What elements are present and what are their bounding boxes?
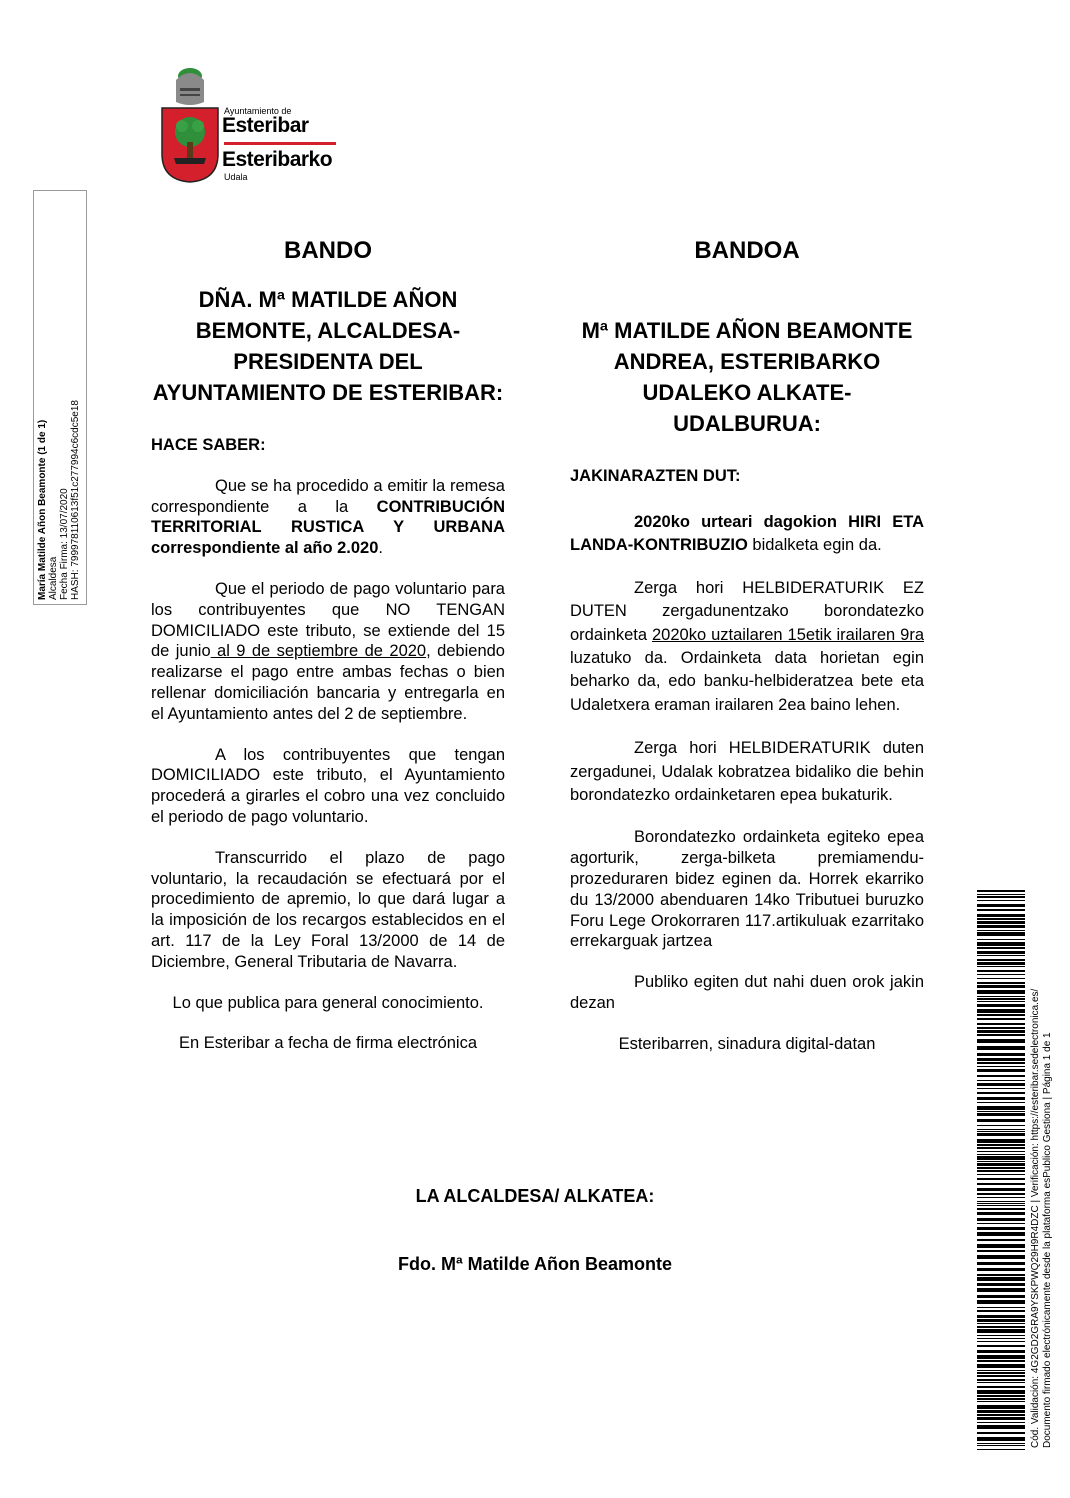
- barcode-bar: [977, 939, 1025, 940]
- barcode-bar: [977, 1443, 1025, 1444]
- barcode-bar: [977, 1386, 1025, 1388]
- barcode-bar: [977, 947, 1025, 949]
- barcode-bar: [977, 1147, 1025, 1149]
- barcode-bar: [977, 1208, 1025, 1210]
- barcode-bar: [977, 1154, 1025, 1155]
- verification-line-2: Documento firmado electrónicamente desde la plataforma esPublico Gestiona | Página 1 de 1: [1042, 1032, 1053, 1448]
- right-paragraph-2: Zerga hori HELBIDERATURIK EZ DUTEN zergadunentzako borondatezko ordainketa 2020ko uztailaren 15etik irailaren 9ra luzatuko da. Ordainketa data horietan egin beharko da, edo banku-helbideratzea bete eta Udaletxera eraman irailaren 2ea baino lehen.: [570, 578, 924, 714]
- barcode-bar: [977, 1080, 1025, 1081]
- barcode-bar: [977, 1062, 1025, 1064]
- barcode-bar: [977, 1326, 1025, 1328]
- barcode-bar: [977, 909, 1025, 911]
- barcode-bar: [977, 1111, 1025, 1112]
- barcode-bar: [977, 1417, 1025, 1420]
- left-paragraph-3: A los contribuyentes que tengan DOMICILIADO este tributo, el Ayuntamiento procederá a girarles el cobro una vez concluido el periodo de pago voluntario.: [151, 745, 505, 826]
- barcode-bar: [977, 1030, 1025, 1033]
- barcode-bar: [977, 1018, 1025, 1020]
- barcode-bar: [977, 1106, 1025, 1110]
- logo-divider: [224, 142, 336, 145]
- right-paragraph-3: Zerga hori HELBIDERATURIK duten zergadunei, Udalak kobratzea bidaliko die behin borondatezko ordainketaren epea bukaturik.: [570, 739, 924, 805]
- barcode-bar: [977, 1277, 1025, 1281]
- signature-date: Fecha Firma: 13/07/2020: [59, 488, 70, 600]
- barcode-bar: [977, 1437, 1025, 1441]
- barcode-bar: [977, 1360, 1025, 1362]
- barcode-bar: [977, 1244, 1025, 1248]
- barcode-bar: [977, 1350, 1025, 1353]
- barcode-bar: [977, 1405, 1025, 1409]
- barcode-bar: [977, 1178, 1025, 1180]
- logo-line1: Ayuntamiento de: [224, 106, 292, 116]
- left-paragraph-4: Transcurrido el plazo de pago voluntario, la recaudación se efectuará por el procedimiento de apremio, lo que dará lugar a la imposición de los recargos establecidos en el art. 117 de la Ley Foral 13/2000 de 14 de Diciembre, General Tributaria de Navarra.: [151, 848, 505, 971]
- barcode-bar: [977, 1156, 1025, 1160]
- barcode-bar: [977, 1014, 1025, 1016]
- signed-by: Fdo. Mª Matilde Añon Beamonte: [398, 1254, 672, 1274]
- barcode-bar: [977, 1046, 1025, 1050]
- barcode-bar: [977, 1372, 1025, 1374]
- barcode-bar: [977, 1414, 1025, 1416]
- barcode-bar: [977, 1131, 1025, 1132]
- barcode-bar: [977, 966, 1025, 967]
- barcode-bar: [977, 1307, 1025, 1308]
- barcode-bar: [977, 1382, 1025, 1383]
- barcode-bar: [977, 1083, 1025, 1086]
- barcode-bar: [977, 970, 1025, 972]
- barcode-bar: [977, 1197, 1025, 1198]
- barcode-bar: [977, 1203, 1025, 1204]
- barcode-bar: [977, 1323, 1025, 1324]
- logo-line4: Udala: [224, 172, 248, 182]
- barcode-bar: [977, 1009, 1025, 1013]
- barcode-bar: [977, 1315, 1025, 1318]
- barcode-bar: [977, 921, 1025, 924]
- municipality-logo: [160, 62, 350, 186]
- barcode-bar: [977, 951, 1025, 954]
- barcode-bar: [977, 1288, 1025, 1292]
- basque-column: [570, 236, 924, 1055]
- barcode-bar: [977, 1223, 1025, 1224]
- barcode-bar: [977, 904, 1025, 907]
- barcode-bar: [977, 1310, 1025, 1312]
- barcode-bar: [977, 1163, 1025, 1166]
- barcode-bar: [977, 1398, 1025, 1400]
- barcode-bar: [977, 1445, 1025, 1446]
- barcode-bar: [977, 1174, 1025, 1175]
- logo-line2: Esteribar: [222, 114, 309, 137]
- barcode-bar: [977, 900, 1025, 901]
- barcode-bar: [977, 1274, 1025, 1276]
- barcode-bar: [977, 1027, 1025, 1029]
- signer-role-footer: LA ALCALDESA/ ALKATEA:: [415, 1186, 655, 1206]
- barcode-bar: [977, 1432, 1025, 1434]
- barcode-bar: [977, 1449, 1025, 1450]
- barcode-bar: [977, 1125, 1025, 1126]
- barcode-bar: [977, 1227, 1025, 1230]
- barcode-bar: [977, 1232, 1025, 1236]
- barcode-bar: [977, 1004, 1025, 1007]
- right-subheading: JAKINARAZTEN DUT:: [570, 467, 741, 485]
- barcode-bar: [977, 1039, 1025, 1043]
- barcode-bar: [977, 1183, 1025, 1185]
- barcode-bar: [977, 1088, 1025, 1089]
- barcode-bar: [977, 1295, 1025, 1298]
- left-subheading: HACE SABER:: [151, 436, 266, 454]
- right-paragraph-4: Borondatezko ordainketa egiteko epea agorturik, zerga-bilketa premiamendu-prozeduraren bidez eginen da. Horrek ekarriko du 13/2000 abenduaren 14ko Tributuei buruzko Foru Lege Orokorraren 117.artikuluak ezarritako errekarguak jartzea: [570, 828, 924, 951]
- barcode-bar: [977, 1097, 1025, 1100]
- right-paragraph-1: 2020ko urteari dagokion HIRI ETA LANDA-KONTRIBUZIO bidalketa egin da.: [570, 512, 924, 554]
- barcode-bar: [977, 918, 1025, 920]
- barcode-bar: [977, 1268, 1025, 1271]
- coat-of-arms-icon: [160, 62, 220, 186]
- barcode-bar: [977, 1102, 1025, 1103]
- barcode-bar: [977, 974, 1025, 975]
- barcode-bar: [977, 1161, 1025, 1162]
- logo-line3: Esteribarko: [222, 148, 333, 171]
- barcode-bar: [977, 1001, 1025, 1002]
- barcode-bar: [977, 1319, 1025, 1322]
- barcode-bar: [977, 990, 1025, 994]
- barcode-bar: [977, 1425, 1025, 1429]
- barcode-bar: [977, 1375, 1025, 1377]
- barcode-bar: [977, 1300, 1025, 1304]
- barcode-bar: [977, 1401, 1025, 1402]
- barcode-bar: [977, 1193, 1025, 1195]
- barcode-bar: [977, 1329, 1025, 1333]
- barcode-bar: [977, 1167, 1025, 1169]
- barcode-bar: [977, 1341, 1025, 1342]
- barcode-bar: [977, 1058, 1025, 1061]
- barcode-bar: [977, 1188, 1025, 1191]
- barcode-bar: [977, 962, 1025, 965]
- barcode-bar: [977, 1410, 1025, 1413]
- barcode-bar: [977, 1034, 1025, 1036]
- barcode-bar: [977, 1151, 1025, 1152]
- barcode-bar: [977, 1069, 1025, 1072]
- barcode-bar: [977, 1262, 1025, 1265]
- barcode-bar: [977, 1335, 1025, 1336]
- signature-text: [37, 190, 83, 600]
- barcode-bar: [977, 896, 1025, 898]
- barcode-bar: [977, 1218, 1025, 1221]
- barcode-bar: [977, 1066, 1025, 1067]
- barcode-bar: [977, 1144, 1025, 1146]
- barcode-bar: [977, 1422, 1025, 1423]
- barcode-bar: [977, 1239, 1025, 1241]
- barcode-bar: [977, 1113, 1025, 1116]
- barcode-bar: [977, 1139, 1025, 1143]
- barcode-bar: [977, 1370, 1025, 1371]
- barcode-bar: [977, 890, 1025, 892]
- barcode-bar: [977, 1133, 1025, 1136]
- barcode-bar: [977, 930, 1025, 931]
- barcode-bar: [977, 985, 1025, 988]
- barcode-bar: [977, 1364, 1025, 1368]
- signature-hash: HASH: 799978110613f51c277994c6cdc5e18: [70, 400, 81, 600]
- left-paragraph-5: Lo que publica para general conocimiento.: [172, 993, 484, 1012]
- barcode-icon: [977, 890, 1025, 1450]
- barcode-bar: [977, 1250, 1025, 1252]
- left-paragraph-6: En Esteribar a fecha de firma electrónica: [178, 1034, 478, 1053]
- barcode-bar: [977, 1255, 1025, 1259]
- spanish-column: [151, 236, 505, 1054]
- barcode-bar: [977, 1345, 1025, 1347]
- right-paragraph-5: Publiko egiten dut nahi duen orok jakin dezan: [570, 973, 924, 1013]
- barcode-bar: [977, 1201, 1025, 1202]
- barcode-bar: [977, 1205, 1025, 1206]
- left-title: BANDO: [284, 237, 372, 264]
- barcode-bar: [977, 1170, 1025, 1172]
- barcode-bar: [977, 1129, 1025, 1130]
- barcode-bar: [977, 1053, 1025, 1056]
- signer-role: Alcaldesa: [48, 556, 59, 600]
- barcode-bar: [977, 1395, 1025, 1397]
- verification-text: [1030, 888, 1056, 1448]
- left-paragraph-1: Que se ha procedido a emitir la remesa correspondiente a la CONTRIBUCIÓN TERRITORIAL RUSTICA Y URBANA correspondiente al año 2.020.: [151, 476, 505, 558]
- barcode-bar: [977, 955, 1025, 956]
- right-heading: Mª MATILDE AÑON BEAMONTE ANDREA, ESTERIBARKO UDALEKO ALKATE-UDALBURUA:: [581, 318, 913, 436]
- right-paragraph-6: Esteribarren, sinadura digital-datan: [618, 1034, 876, 1053]
- barcode-bar: [977, 1119, 1025, 1122]
- barcode-bar: [977, 925, 1025, 928]
- barcode-bar: [977, 959, 1025, 961]
- barcode-bar: [977, 1075, 1025, 1077]
- right-title: BANDOA: [694, 237, 800, 264]
- verification-line-1: Cód. Validación: 4G2GD2GRA9YSKPWQ29H9R4DZC | Verificación: https://esteribar.sedelectronica.es/: [1030, 988, 1041, 1448]
- left-paragraph-2: Que el periodo de pago voluntario para los contribuyentes que NO TENGAN DOMICILIADO este tributo, se extiende del 15 de junio al 9 de septiembre de 2020, debiendo realizarse el pago entre ambas fechas o bien rellenar domiciliación bancaria y entregarla en el Ayuntamiento antes del 2 de septiembre.: [151, 579, 505, 723]
- barcode-bar: [977, 1355, 1025, 1359]
- barcode-bar: [977, 932, 1025, 936]
- barcode-bar: [977, 996, 1025, 997]
- barcode-bar: [977, 942, 1025, 946]
- signer-name: María Matilde Añon Beamonte (1 de 1): [37, 419, 48, 600]
- barcode-bar: [977, 914, 1025, 917]
- left-heading: DÑA. Mª MATILDE AÑON BEMONTE, ALCALDESA-PRESIDENTA DEL AYUNTAMIENTO DE ESTERIBAR:: [152, 287, 504, 405]
- barcode-bar: [977, 978, 1025, 979]
- barcode-bar: [977, 998, 1025, 1000]
- barcode-bar: [977, 894, 1025, 895]
- barcode-bar: [977, 1390, 1025, 1394]
- barcode-bar: [977, 1283, 1025, 1286]
- barcode-bar: [977, 982, 1025, 984]
- barcode-bar: [977, 1023, 1025, 1025]
- barcode-bar: [977, 1338, 1025, 1339]
- barcode-bar: [977, 1379, 1025, 1381]
- barcode-bar: [977, 1212, 1025, 1215]
- barcode-bar: [977, 1092, 1025, 1094]
